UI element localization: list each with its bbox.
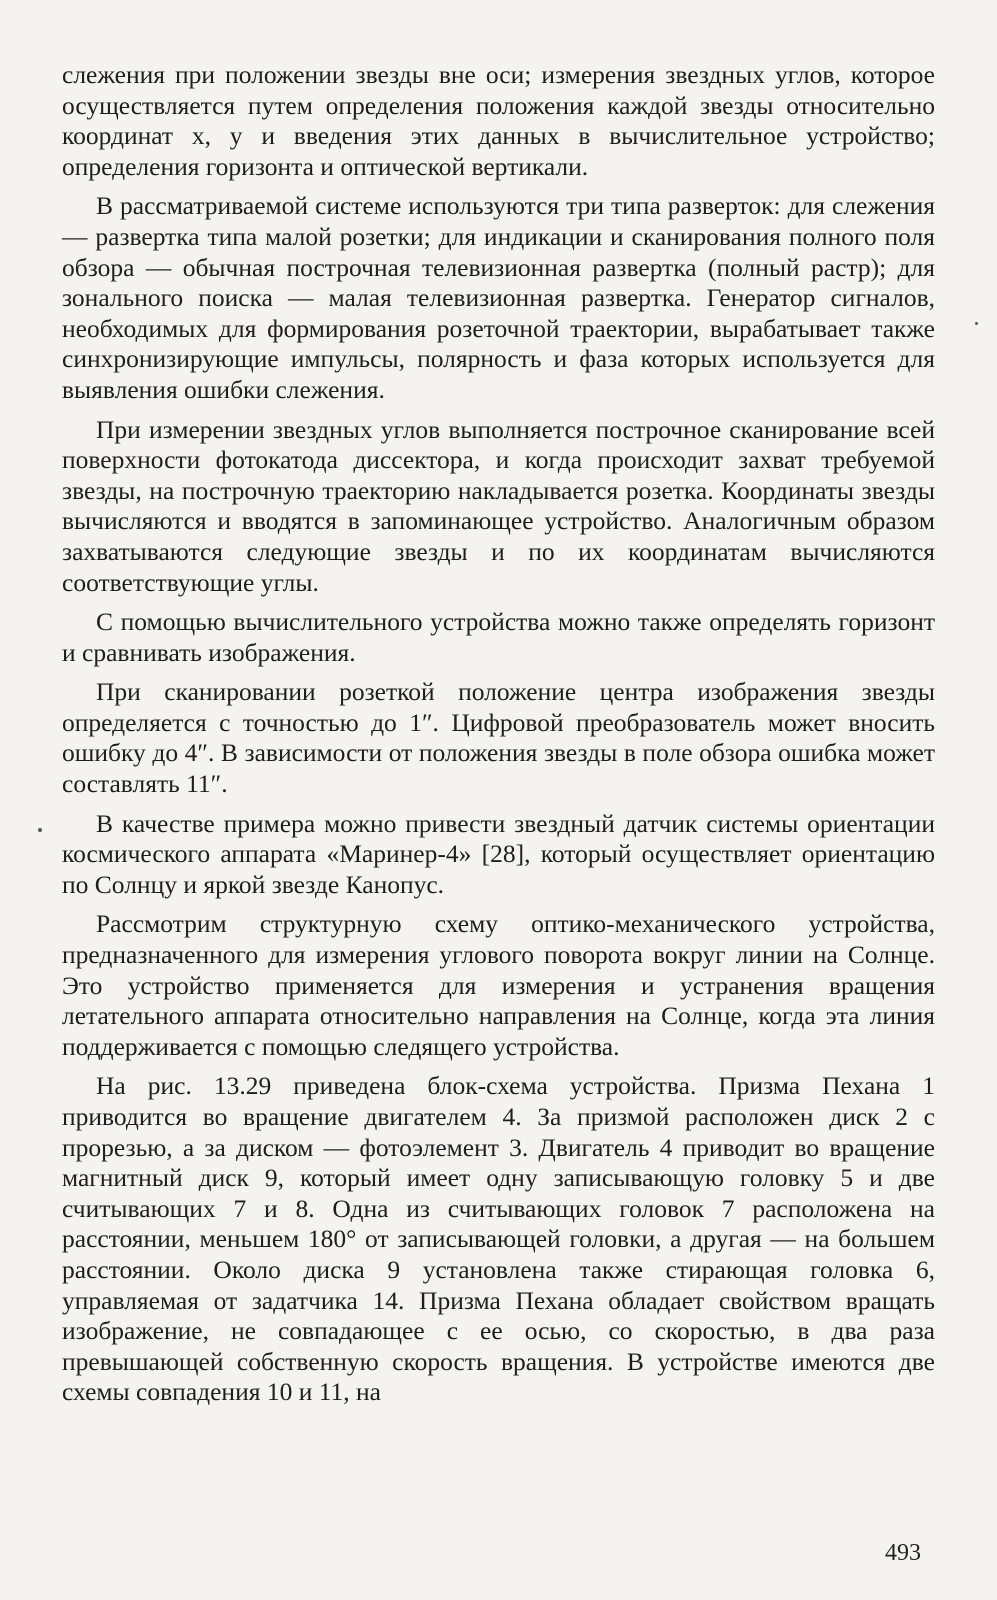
paragraph-7: Рассмотрим структурную схему оптико-механического устройства, предназначенного для измерения углового поворота вокруг линии на Солнце. Это устройство применяется для измерения и устранения вращения летательного аппарата относительно направления на Солнце, когда эта линия поддерживается с помощью следящего устройства. (62, 909, 935, 1061)
paragraph-2: В рассматриваемой системе используются три типа разверток: для слежения — развертка типа малой розетки; для индикации и сканирования полного поля обзора — обычная построчная телевизионная развертка (полный растр); для зонального поиска — малая телевизионная развертка. Генератор сигналов, необходимых для формирования розеточной траектории, вырабатывает также синхронизирующие импульсы, полярность и фаза которых используется для выявления ошибки слежения. (62, 191, 935, 404)
paragraph-4: С помощью вычислительного устройства можно также определять горизонт и сравнивать изображения. (62, 607, 935, 667)
paragraph-5: При сканировании розеткой положение центра изображения звезды определяется с точностью до 1″. Цифровой преобразователь может вносить ошибку до 4″. В зависимости от положения звезды в поле обзора ошибка может составлять 11″. (62, 677, 935, 799)
page-body (62, 60, 935, 1417)
paragraph-1: слежения при положении звезды вне оси; измерения звездных углов, которое осуществляется путем определения положения каждой звезды относительно координат x, y и введения этих данных в вычислительное устройство; определения горизонта и оптической вертикали. (62, 60, 935, 181)
scan-speck (975, 322, 978, 325)
paragraph-3: При измерении звездных углов выполняется построчное сканирование всей поверхности фотокатода диссектора, и когда происходит захват требуемой звезды, на построчную траекторию накладывается розетка. Координаты звезды вычисляются и вводятся в запоминающее устройство. Аналогичным образом захватываются следующие звезды и по их координатам вычисляются соответствующие углы. (62, 414, 935, 597)
paragraph-8: На рис. 13.29 приведена блок-схема устройства. Призма Пехана 1 приводится во вращение двигателем 4. За призмой расположен диск 2 с прорезью, а за диском — фотоэлемент 3. Двигатель 4 приводит во вращение магнитный диск 9, который имеет одну записывающую головку 5 и две считывающих 7 и 8. Одна из считывающих головок 7 расположена на расстоянии, меньшем 180° от записывающей головки, а другая — на большем расстоянии. Около диска 9 установлена также стирающая головка 6, управляемая от задатчика 14. Призма Пехана обладает свойством вращать изображение, не совпадающее с ее осью, со скоростью, в два раза превышающей собственную скорость вращения. В устройстве имеются две схемы совпадения 10 и 11, на (62, 1071, 935, 1407)
paragraph-6: В качестве примера можно привести звездный датчик системы ориентации космического аппарата «Маринер-4» [28], который осуществляет ориентацию по Солнцу и яркой звезде Канопус. (62, 808, 935, 899)
scan-speck (38, 828, 42, 832)
page-number: 493 (885, 1540, 921, 1566)
